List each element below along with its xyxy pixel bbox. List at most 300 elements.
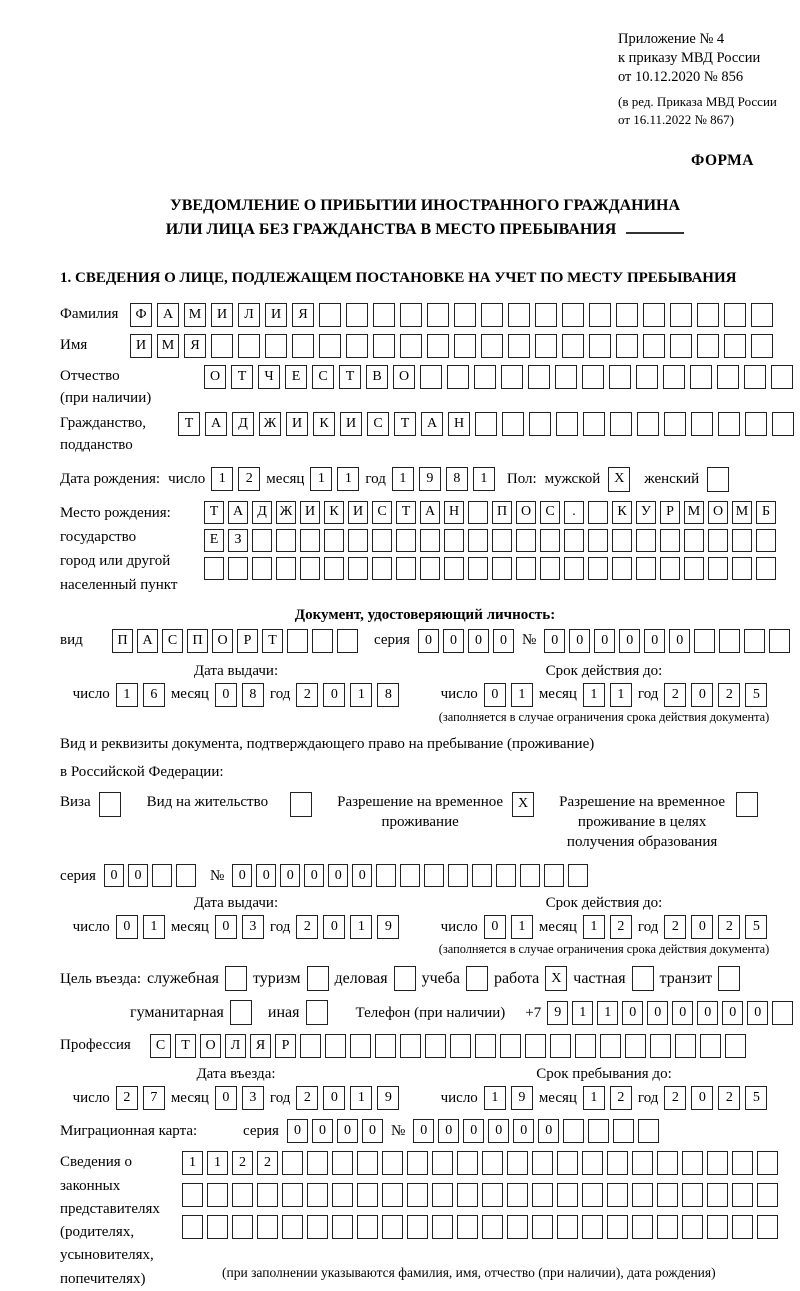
char-cell[interactable] — [670, 334, 692, 358]
char-cell[interactable]: 5 — [745, 915, 767, 939]
char-cell[interactable] — [564, 529, 584, 552]
char-cell[interactable] — [588, 501, 608, 524]
char-cell[interactable] — [697, 334, 719, 358]
char-cell[interactable]: 1 — [350, 915, 372, 939]
char-cell[interactable] — [357, 1183, 378, 1207]
char-cell[interactable] — [556, 412, 578, 436]
char-cell[interactable] — [324, 529, 344, 552]
char-cell[interactable] — [257, 1183, 278, 1207]
char-cell[interactable]: Т — [339, 365, 361, 389]
char-cell[interactable] — [432, 1183, 453, 1207]
char-cell[interactable] — [616, 334, 638, 358]
char-cell[interactable] — [204, 557, 224, 580]
char-cell[interactable] — [632, 1215, 653, 1239]
char-cell[interactable]: 0 — [352, 864, 372, 887]
char-cell[interactable] — [745, 412, 767, 436]
char-cell[interactable] — [682, 1151, 703, 1175]
char-cell[interactable] — [407, 1183, 428, 1207]
char-cell[interactable] — [632, 1151, 653, 1175]
char-cell[interactable]: 0 — [280, 864, 300, 887]
char-cell[interactable] — [613, 1119, 634, 1143]
char-cell[interactable] — [482, 1215, 503, 1239]
char-cell[interactable]: С — [367, 412, 389, 436]
char-cell[interactable]: И — [130, 334, 152, 358]
char-cell[interactable] — [557, 1183, 578, 1207]
char-cell[interactable] — [420, 529, 440, 552]
char-cell[interactable] — [732, 1215, 753, 1239]
char-cell[interactable]: 0 — [463, 1119, 484, 1143]
day-cells[interactable] — [116, 683, 165, 707]
char-cell[interactable] — [575, 1034, 596, 1058]
char-cell[interactable] — [475, 1034, 496, 1058]
char-cell[interactable] — [582, 1183, 603, 1207]
char-cell[interactable] — [638, 1119, 659, 1143]
char-cell[interactable] — [348, 529, 368, 552]
char-cell[interactable]: 1 — [310, 467, 332, 491]
char-cell[interactable] — [382, 1215, 403, 1239]
char-cell[interactable]: М — [157, 334, 179, 358]
char-cell[interactable]: Т — [175, 1034, 196, 1058]
char-cell[interactable] — [282, 1183, 303, 1207]
char-cell[interactable] — [472, 864, 492, 887]
char-cell[interactable] — [307, 1215, 328, 1239]
char-cell[interactable] — [636, 365, 658, 389]
char-cell[interactable] — [732, 529, 752, 552]
char-cell[interactable] — [292, 334, 314, 358]
char-cell[interactable]: О — [200, 1034, 221, 1058]
char-cell[interactable] — [708, 529, 728, 552]
char-cell[interactable]: П — [112, 629, 133, 653]
char-cell[interactable] — [447, 365, 469, 389]
char-cell[interactable] — [682, 1215, 703, 1239]
month-cells[interactable] — [583, 915, 632, 939]
char-cell[interactable] — [535, 334, 557, 358]
char-cell[interactable]: 0 — [644, 629, 665, 653]
char-cell[interactable]: 0 — [619, 629, 640, 653]
char-cell[interactable]: О — [212, 629, 233, 653]
char-cell[interactable]: 0 — [747, 1001, 768, 1025]
char-cell[interactable]: 1 — [583, 1086, 605, 1110]
char-cell[interactable]: 0 — [362, 1119, 383, 1143]
char-cell[interactable]: 0 — [484, 683, 506, 707]
char-cell[interactable]: И — [348, 501, 368, 524]
day-cells[interactable] — [211, 467, 260, 491]
char-cell[interactable] — [474, 365, 496, 389]
char-cell[interactable] — [528, 365, 550, 389]
day-cells[interactable] — [484, 915, 533, 939]
month-cells[interactable] — [583, 1086, 632, 1110]
char-cell[interactable] — [732, 1151, 753, 1175]
char-cell[interactable] — [772, 1001, 793, 1025]
char-cell[interactable] — [432, 1215, 453, 1239]
char-cell[interactable]: 1 — [116, 683, 138, 707]
char-cell[interactable] — [718, 412, 740, 436]
char-cell[interactable]: В — [366, 365, 388, 389]
char-cell[interactable]: 1 — [473, 467, 495, 491]
char-cell[interactable]: 0 — [128, 864, 148, 887]
char-cell[interactable]: 9 — [547, 1001, 568, 1025]
char-cell[interactable]: 1 — [143, 915, 165, 939]
day-cells[interactable] — [484, 1086, 533, 1110]
identity-number-cells[interactable] — [544, 629, 790, 653]
char-cell[interactable]: 8 — [377, 683, 399, 707]
char-cell[interactable] — [300, 557, 320, 580]
char-cell[interactable] — [684, 529, 704, 552]
char-cell[interactable] — [307, 1183, 328, 1207]
surname-cells[interactable] — [130, 303, 773, 327]
residence-series-cells[interactable] — [104, 864, 196, 887]
char-cell[interactable] — [276, 529, 296, 552]
char-cell[interactable]: 0 — [691, 915, 713, 939]
char-cell[interactable] — [382, 1151, 403, 1175]
char-cell[interactable] — [757, 1151, 778, 1175]
char-cell[interactable] — [500, 1034, 521, 1058]
char-cell[interactable]: 0 — [697, 1001, 718, 1025]
char-cell[interactable] — [508, 334, 530, 358]
char-cell[interactable] — [382, 1183, 403, 1207]
char-cell[interactable] — [454, 303, 476, 327]
char-cell[interactable]: 0 — [672, 1001, 693, 1025]
char-cell[interactable] — [425, 1034, 446, 1058]
char-cell[interactable] — [589, 334, 611, 358]
year-cells[interactable] — [664, 683, 767, 707]
char-cell[interactable] — [468, 557, 488, 580]
char-cell[interactable] — [492, 557, 512, 580]
char-cell[interactable] — [375, 1034, 396, 1058]
char-cell[interactable]: Т — [394, 412, 416, 436]
representatives-cells-row2[interactable] — [182, 1183, 778, 1207]
char-cell[interactable] — [207, 1215, 228, 1239]
char-cell[interactable]: 0 — [323, 1086, 345, 1110]
char-cell[interactable]: 1 — [597, 1001, 618, 1025]
char-cell[interactable]: 0 — [337, 1119, 358, 1143]
char-cell[interactable] — [332, 1183, 353, 1207]
char-cell[interactable]: 9 — [377, 1086, 399, 1110]
char-cell[interactable] — [609, 365, 631, 389]
char-cell[interactable] — [700, 1034, 721, 1058]
char-cell[interactable]: 8 — [446, 467, 468, 491]
char-cell[interactable] — [568, 864, 588, 887]
char-cell[interactable]: И — [286, 412, 308, 436]
char-cell[interactable] — [337, 629, 358, 653]
char-cell[interactable]: Р — [660, 501, 680, 524]
char-cell[interactable]: Т — [396, 501, 416, 524]
char-cell[interactable]: И — [265, 303, 287, 327]
char-cell[interactable]: 1 — [350, 683, 372, 707]
char-cell[interactable] — [532, 1151, 553, 1175]
identity-series-cells[interactable] — [418, 629, 514, 653]
char-cell[interactable]: 0 — [622, 1001, 643, 1025]
char-cell[interactable] — [550, 1034, 571, 1058]
char-cell[interactable] — [690, 365, 712, 389]
char-cell[interactable]: 9 — [377, 915, 399, 939]
char-cell[interactable]: Е — [204, 529, 224, 552]
char-cell[interactable] — [588, 557, 608, 580]
char-cell[interactable] — [152, 864, 172, 887]
char-cell[interactable] — [582, 1215, 603, 1239]
char-cell[interactable] — [457, 1151, 478, 1175]
char-cell[interactable] — [643, 334, 665, 358]
char-cell[interactable]: Н — [448, 412, 470, 436]
char-cell[interactable] — [540, 557, 560, 580]
char-cell[interactable] — [532, 1215, 553, 1239]
char-cell[interactable] — [372, 557, 392, 580]
char-cell[interactable]: 5 — [745, 1086, 767, 1110]
representatives-cells-row3[interactable] — [182, 1215, 778, 1239]
char-cell[interactable]: 1 — [511, 683, 533, 707]
month-cells[interactable] — [215, 683, 264, 707]
char-cell[interactable]: Б — [756, 501, 776, 524]
char-cell[interactable] — [520, 864, 540, 887]
sex-female-checkbox[interactable] — [707, 467, 729, 492]
char-cell[interactable] — [450, 1034, 471, 1058]
char-cell[interactable] — [769, 629, 790, 653]
char-cell[interactable] — [557, 1151, 578, 1175]
char-cell[interactable]: 2 — [296, 1086, 318, 1110]
char-cell[interactable]: 0 — [691, 1086, 713, 1110]
char-cell[interactable] — [481, 334, 503, 358]
char-cell[interactable]: 0 — [544, 629, 565, 653]
char-cell[interactable]: О — [708, 501, 728, 524]
char-cell[interactable] — [636, 529, 656, 552]
char-cell[interactable] — [555, 365, 577, 389]
char-cell[interactable]: У — [636, 501, 656, 524]
char-cell[interactable]: 0 — [488, 1119, 509, 1143]
char-cell[interactable] — [420, 557, 440, 580]
char-cell[interactable]: 0 — [215, 683, 237, 707]
char-cell[interactable] — [457, 1215, 478, 1239]
char-cell[interactable]: 2 — [232, 1151, 253, 1175]
char-cell[interactable] — [663, 365, 685, 389]
char-cell[interactable]: 1 — [350, 1086, 372, 1110]
char-cell[interactable]: 1 — [511, 915, 533, 939]
char-cell[interactable]: П — [187, 629, 208, 653]
char-cell[interactable]: 0 — [513, 1119, 534, 1143]
residence-option-visa-checkbox[interactable] — [99, 792, 121, 817]
char-cell[interactable] — [744, 365, 766, 389]
char-cell[interactable]: Я — [250, 1034, 271, 1058]
char-cell[interactable]: 2 — [664, 1086, 686, 1110]
char-cell[interactable] — [732, 1183, 753, 1207]
char-cell[interactable] — [636, 557, 656, 580]
char-cell[interactable]: 6 — [143, 683, 165, 707]
char-cell[interactable]: М — [184, 303, 206, 327]
char-cell[interactable] — [756, 529, 776, 552]
char-cell[interactable]: 1 — [572, 1001, 593, 1025]
char-cell[interactable]: С — [312, 365, 334, 389]
char-cell[interactable]: 3 — [242, 1086, 264, 1110]
char-cell[interactable]: 1 — [583, 683, 605, 707]
char-cell[interactable] — [276, 557, 296, 580]
char-cell[interactable] — [348, 557, 368, 580]
char-cell[interactable]: Р — [275, 1034, 296, 1058]
char-cell[interactable]: 9 — [419, 467, 441, 491]
char-cell[interactable]: 0 — [104, 864, 124, 887]
char-cell[interactable]: Т — [178, 412, 200, 436]
migration-number-cells[interactable] — [413, 1119, 659, 1143]
char-cell[interactable] — [501, 365, 523, 389]
year-cells[interactable] — [296, 1086, 399, 1110]
char-cell[interactable] — [632, 1183, 653, 1207]
char-cell[interactable] — [660, 557, 680, 580]
month-cells[interactable] — [583, 683, 632, 707]
char-cell[interactable] — [607, 1183, 628, 1207]
char-cell[interactable] — [535, 303, 557, 327]
char-cell[interactable] — [697, 303, 719, 327]
char-cell[interactable] — [400, 303, 422, 327]
char-cell[interactable] — [583, 412, 605, 436]
char-cell[interactable]: К — [324, 501, 344, 524]
char-cell[interactable] — [211, 334, 233, 358]
citizenship-cells[interactable] — [178, 412, 794, 436]
char-cell[interactable] — [407, 1151, 428, 1175]
char-cell[interactable]: 3 — [242, 915, 264, 939]
char-cell[interactable] — [350, 1034, 371, 1058]
char-cell[interactable] — [756, 557, 776, 580]
char-cell[interactable]: 2 — [296, 915, 318, 939]
char-cell[interactable]: Д — [232, 412, 254, 436]
char-cell[interactable] — [508, 303, 530, 327]
char-cell[interactable]: 0 — [418, 629, 439, 653]
birthplace-cells-row3[interactable] — [204, 557, 776, 580]
char-cell[interactable]: 2 — [238, 467, 260, 491]
char-cell[interactable]: М — [732, 501, 752, 524]
char-cell[interactable] — [532, 1183, 553, 1207]
char-cell[interactable] — [564, 557, 584, 580]
char-cell[interactable] — [525, 1034, 546, 1058]
purpose-study-checkbox[interactable] — [466, 966, 488, 991]
char-cell[interactable] — [610, 412, 632, 436]
char-cell[interactable]: 2 — [718, 915, 740, 939]
char-cell[interactable]: 0 — [256, 864, 276, 887]
char-cell[interactable]: 1 — [207, 1151, 228, 1175]
char-cell[interactable] — [725, 1034, 746, 1058]
char-cell[interactable] — [516, 557, 536, 580]
char-cell[interactable] — [637, 412, 659, 436]
purpose-private-checkbox[interactable] — [632, 966, 654, 991]
char-cell[interactable] — [319, 334, 341, 358]
char-cell[interactable]: 1 — [337, 467, 359, 491]
char-cell[interactable]: А — [205, 412, 227, 436]
char-cell[interactable] — [562, 334, 584, 358]
char-cell[interactable]: А — [228, 501, 248, 524]
char-cell[interactable] — [588, 529, 608, 552]
char-cell[interactable]: С — [150, 1034, 171, 1058]
char-cell[interactable] — [643, 303, 665, 327]
char-cell[interactable]: 1 — [182, 1151, 203, 1175]
char-cell[interactable]: К — [612, 501, 632, 524]
birthplace-cells-row1[interactable] — [204, 501, 776, 524]
day-cells[interactable] — [116, 1086, 165, 1110]
char-cell[interactable]: О — [393, 365, 415, 389]
char-cell[interactable] — [407, 1215, 428, 1239]
char-cell[interactable]: Ж — [276, 501, 296, 524]
char-cell[interactable] — [496, 864, 516, 887]
char-cell[interactable]: О — [516, 501, 536, 524]
char-cell[interactable] — [252, 557, 272, 580]
purpose-tourism-checkbox[interactable] — [307, 966, 329, 991]
char-cell[interactable] — [228, 557, 248, 580]
char-cell[interactable]: 2 — [664, 915, 686, 939]
char-cell[interactable]: Я — [184, 334, 206, 358]
char-cell[interactable]: Н — [444, 501, 464, 524]
char-cell[interactable] — [432, 1151, 453, 1175]
char-cell[interactable] — [319, 303, 341, 327]
year-cells[interactable] — [664, 915, 767, 939]
char-cell[interactable] — [724, 303, 746, 327]
char-cell[interactable]: 0 — [594, 629, 615, 653]
char-cell[interactable] — [684, 557, 704, 580]
year-cells[interactable] — [296, 915, 399, 939]
char-cell[interactable]: 0 — [215, 915, 237, 939]
char-cell[interactable]: Т — [262, 629, 283, 653]
char-cell[interactable]: А — [421, 412, 443, 436]
char-cell[interactable]: Д — [252, 501, 272, 524]
char-cell[interactable]: И — [211, 303, 233, 327]
char-cell[interactable]: 8 — [242, 683, 264, 707]
char-cell[interactable] — [751, 303, 773, 327]
char-cell[interactable]: 0 — [468, 629, 489, 653]
char-cell[interactable] — [772, 412, 794, 436]
char-cell[interactable] — [694, 629, 715, 653]
month-cells[interactable] — [215, 915, 264, 939]
char-cell[interactable] — [588, 1119, 609, 1143]
char-cell[interactable] — [257, 1215, 278, 1239]
char-cell[interactable]: 0 — [323, 915, 345, 939]
purpose-other-checkbox[interactable] — [306, 1000, 328, 1025]
char-cell[interactable]: Л — [238, 303, 260, 327]
char-cell[interactable] — [502, 412, 524, 436]
char-cell[interactable] — [529, 412, 551, 436]
char-cell[interactable] — [708, 557, 728, 580]
char-cell[interactable]: . — [564, 501, 584, 524]
char-cell[interactable]: 0 — [722, 1001, 743, 1025]
char-cell[interactable] — [482, 1183, 503, 1207]
char-cell[interactable] — [238, 334, 260, 358]
char-cell[interactable]: 0 — [413, 1119, 434, 1143]
char-cell[interactable] — [563, 1119, 584, 1143]
char-cell[interactable] — [744, 629, 765, 653]
char-cell[interactable] — [346, 303, 368, 327]
char-cell[interactable] — [287, 629, 308, 653]
char-cell[interactable]: 0 — [323, 683, 345, 707]
char-cell[interactable]: С — [162, 629, 183, 653]
residence-option-temp-permit-checkbox[interactable]: X — [512, 792, 534, 817]
char-cell[interactable] — [376, 864, 396, 887]
char-cell[interactable]: 0 — [328, 864, 348, 887]
char-cell[interactable] — [657, 1183, 678, 1207]
char-cell[interactable] — [544, 864, 564, 887]
char-cell[interactable] — [325, 1034, 346, 1058]
char-cell[interactable] — [332, 1151, 353, 1175]
year-cells[interactable] — [296, 683, 399, 707]
char-cell[interactable] — [719, 629, 740, 653]
char-cell[interactable] — [265, 334, 287, 358]
char-cell[interactable] — [607, 1151, 628, 1175]
char-cell[interactable] — [751, 334, 773, 358]
char-cell[interactable]: 2 — [610, 915, 632, 939]
char-cell[interactable]: К — [313, 412, 335, 436]
char-cell[interactable]: 0 — [232, 864, 252, 887]
identity-type-cells[interactable] — [112, 629, 358, 653]
char-cell[interactable] — [507, 1151, 528, 1175]
char-cell[interactable] — [507, 1183, 528, 1207]
char-cell[interactable] — [207, 1183, 228, 1207]
char-cell[interactable]: И — [300, 501, 320, 524]
char-cell[interactable] — [182, 1215, 203, 1239]
char-cell[interactable] — [448, 864, 468, 887]
char-cell[interactable]: Е — [285, 365, 307, 389]
